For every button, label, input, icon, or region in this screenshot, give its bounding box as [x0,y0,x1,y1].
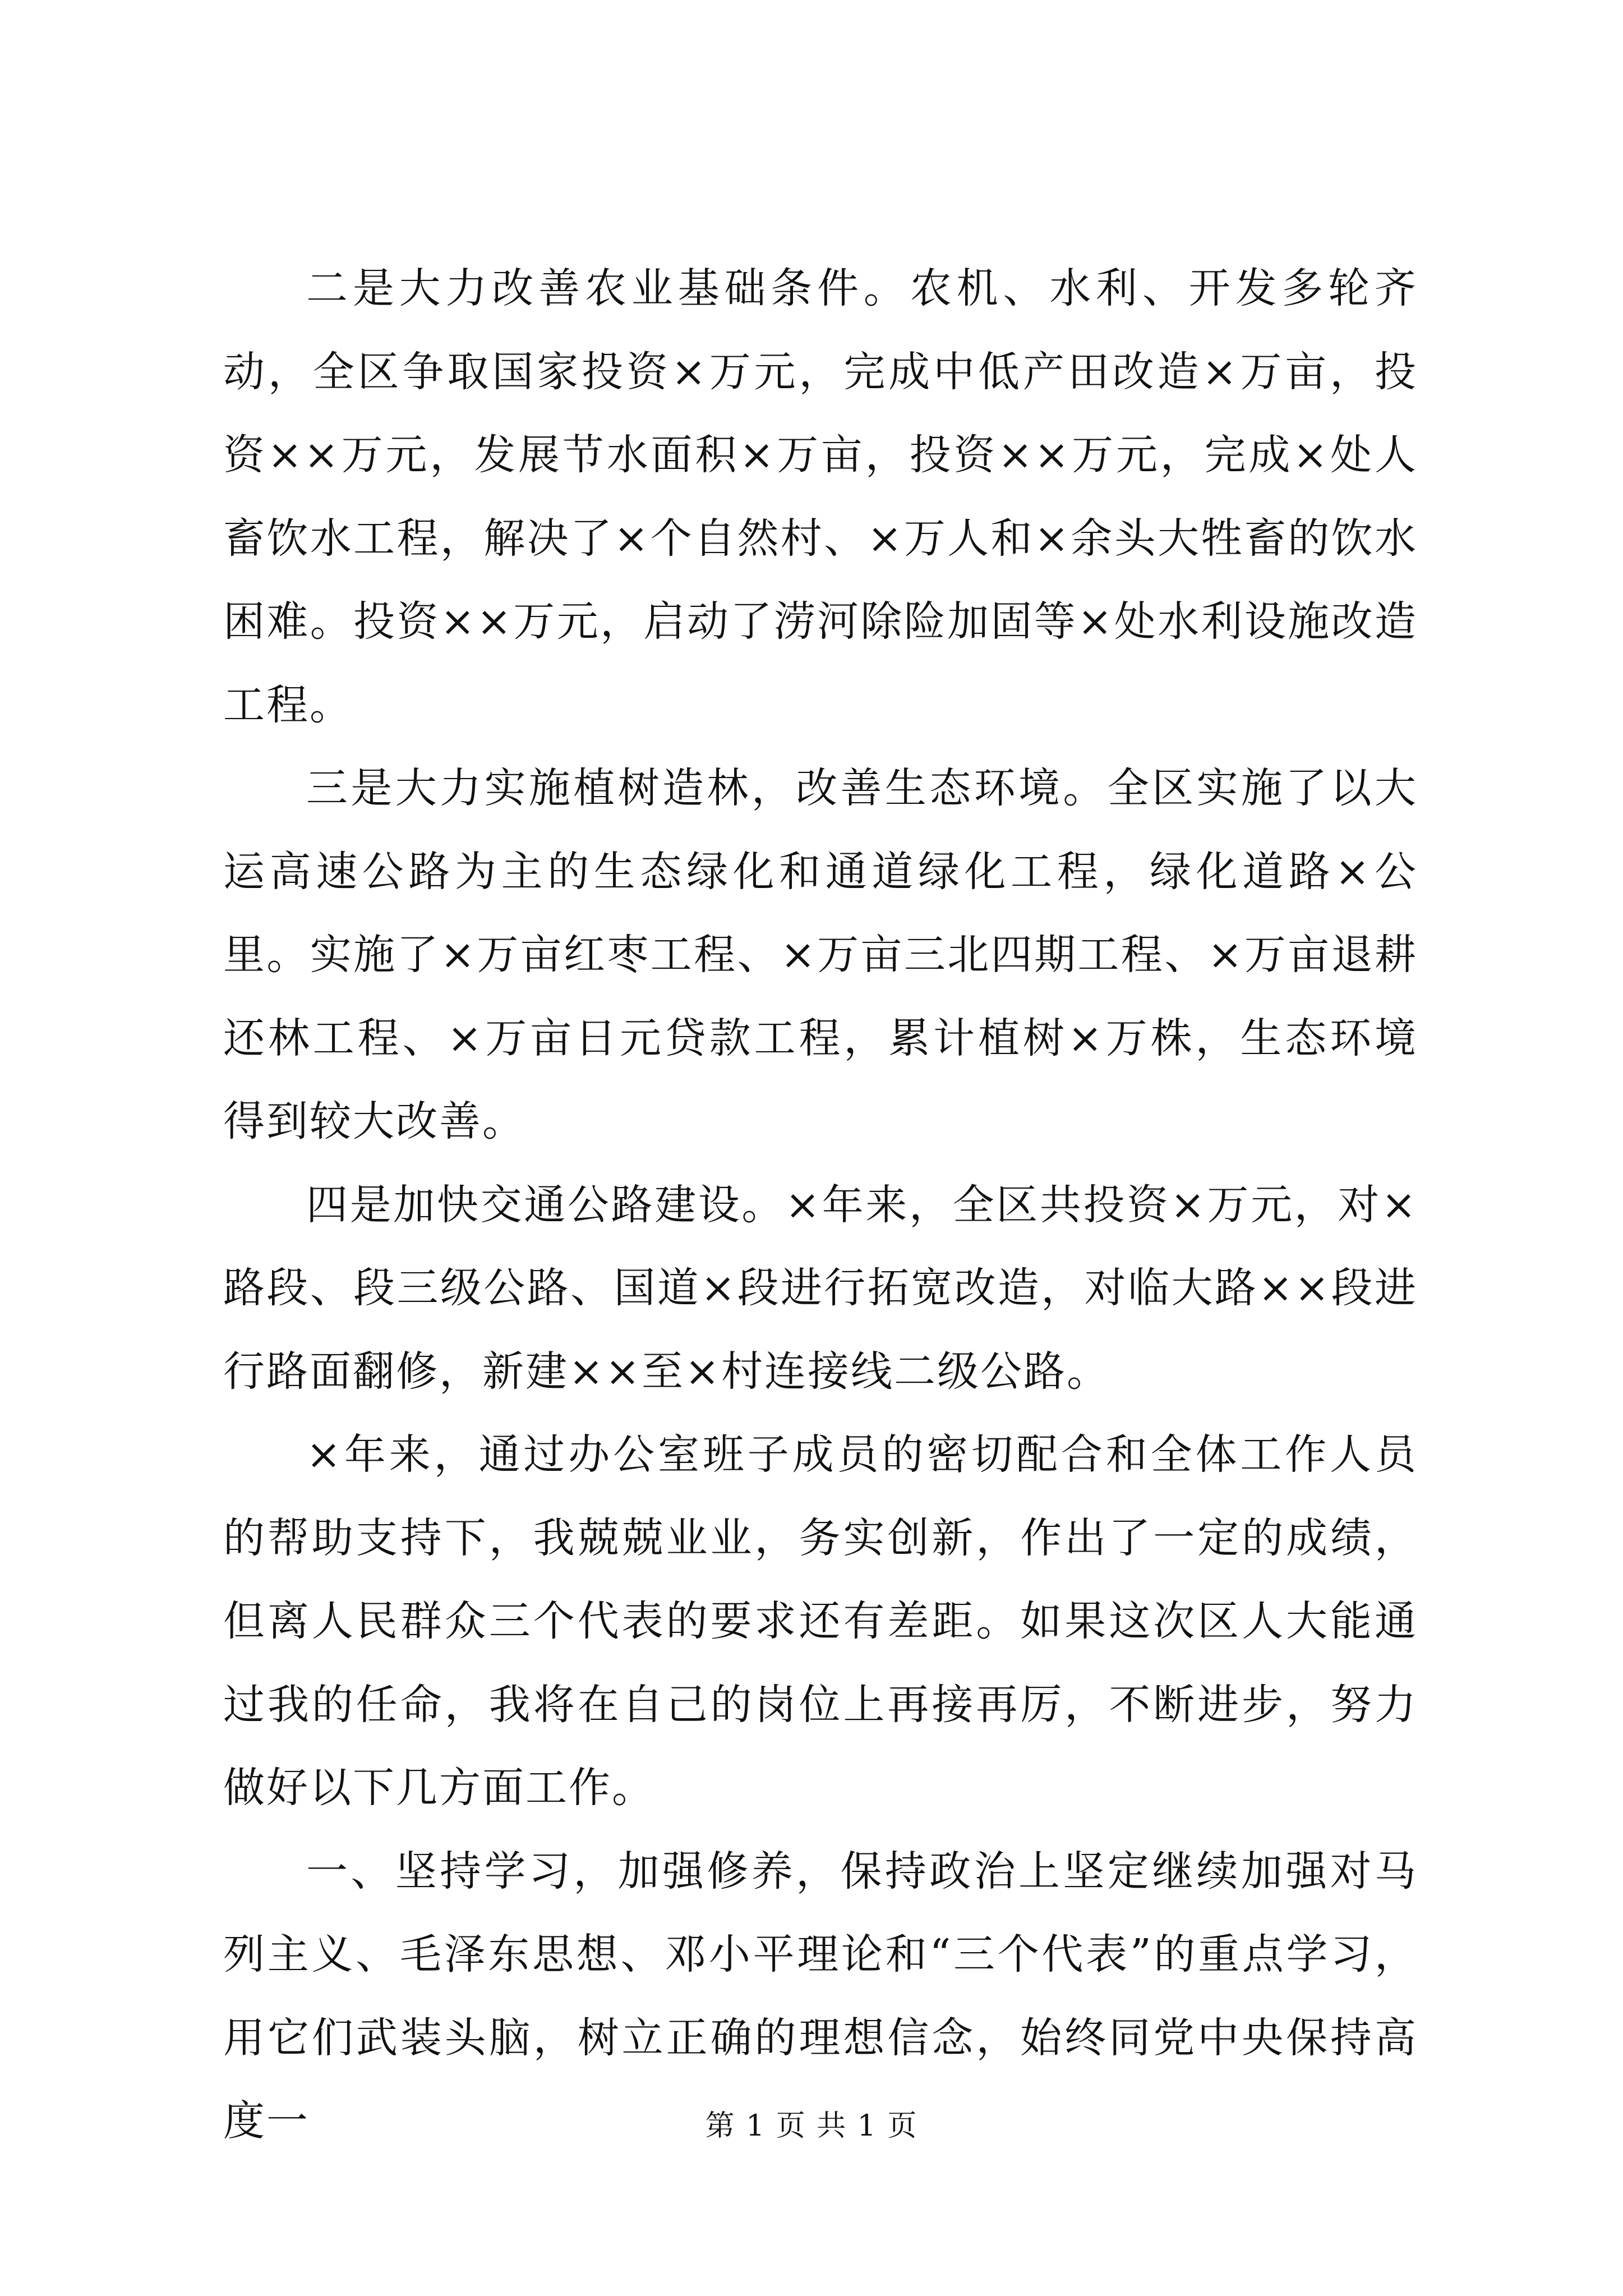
page-footer: 第 1 页 共 1 页 [705,2109,918,2143]
paragraph-study-plan: 一、坚持学习，加强修养，保持政治上坚定继续加强对马列主义、毛泽东思想、邓小平理论和“三个代表”的重点学习，用它们武装头脑，树立正确的理想信念，始终同党中央保持高度一 [223,1847,1418,2145]
paragraph-agriculture-infrastructure: 二是大力改善农业基础条件。农机、水利、开发多轮齐动，全区争取国家投资×万元，完成中低产田改造×万亩，投资××万元，发展节水面积×万亩，投资××万元，完成×处人畜饮水工程，解决了×个自然村、×万人和×余头大牲畜的饮水困难。投资××万元，启动了涝河除险加固等×处水利设施改造工程。 [223,264,1418,729]
paragraph-summary: ×年来，通过办公室班子成员的密切配合和全体工作人员的帮助支持下，我兢兢业业，务实创新，作出了一定的成绩，但离人民群众三个代表的要求还有差距。如果这次区人大能通过我的任命，我将在自己的岗位上再接再厉，不断进步，努力做好以下几方面工作。 [223,1430,1418,1812]
document-body [223,247,1418,2163]
paragraph-road-construction: 四是加快交通公路建设。×年来，全区共投资×万元，对×路段、段三级公路、国道×段进行拓宽改造，对临大路××段进行路面翻修，新建××至×村连接线二级公路。 [223,1180,1418,1396]
paragraph-afforestation: 三是大力实施植树造林，改善生态环境。全区实施了以大运高速公路为主的生态绿化和通道绿化工程，绿化道路×公里。实施了×万亩红枣工程、×万亩三北四期工程、×万亩退耕还林工程、×万亩日元贷款工程，累计植树×万株，生态环境得到较大改善。 [223,764,1418,1145]
